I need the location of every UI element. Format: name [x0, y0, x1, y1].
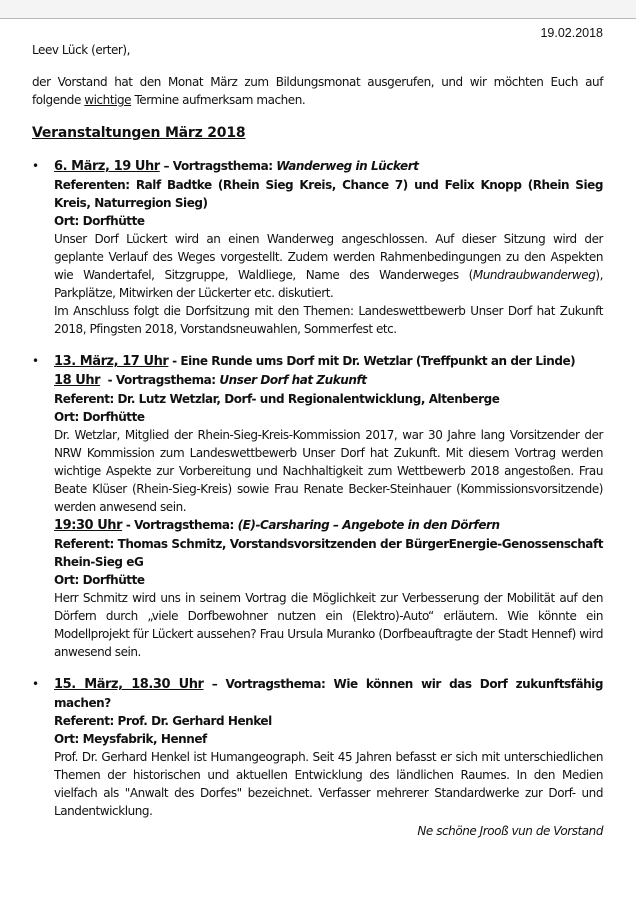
- event-speaker: Referent: Prof. Dr. Gerhard Henkel: [54, 714, 272, 728]
- dash: –: [159, 159, 173, 173]
- event-speakers: Referenten: Ralf Badtke (Rhein Sieg Kreis, Chance 7) und Felix Knopp (Rhein Sieg Kreis, Naturregion Sieg): [54, 178, 603, 210]
- event-description: Prof. Dr. Gerhard Henkel ist Humangeograph. Seit 45 Jahren befasst er sich mit unterschiedlichen Themen der historischen und aktuellen Entwicklung des ländlichen Raumes. In den Medien vielfach als "Anwalt des Dorfes" bezeichnet. Verfasser mehrerer Standardwerke zur Dorf- und Landentwicklung.: [54, 750, 603, 818]
- event-description: [54, 230, 603, 302]
- event-topic: Vortragsthema: Wie können wir das Dorf zukunftsfähig machen?: [54, 677, 603, 710]
- section-heading: Veranstaltungen März 2018: [32, 125, 246, 141]
- session-location: Ort: Dorfhütte: [54, 573, 145, 587]
- event-topic: Wanderweg in Lückert: [276, 159, 419, 173]
- session-description: Herr Schmitz wird uns in seinem Vortrag die Möglichkeit zur Verbesserung der Mobilität auf den Dörfern durch „viele Dorfbewohner nutzen ein (Elektro)-Auto“ erläutern. Wie könnte ein Modellprojekt für Lückert aussehen? Frau Ursula Muranko (Dorfbeauftragte der Stadt Hennef) wird anwesend sein.: [54, 591, 603, 659]
- event-3: [32, 675, 603, 820]
- session-topic: (E)-Carsharing – Angebote in den Dörfern: [237, 518, 500, 532]
- description-text: ), Parkplätze, Mitwirken der Lückerter etc. diskutiert.: [54, 268, 603, 300]
- session-topic: Unser Dorf hat Zukunft: [219, 373, 367, 387]
- event-title: Eine Runde ums Dorf mit Dr. Wetzlar (Treffpunkt an der Linde): [180, 354, 576, 368]
- event-location: Ort: Meysfabrik, Hennef: [54, 732, 207, 746]
- dash: -: [168, 354, 181, 368]
- dash: –: [203, 677, 226, 691]
- session-location: Ort: Dorfhütte: [54, 410, 145, 424]
- bullet-icon: •: [32, 159, 39, 173]
- event-date: 15. März, 18.30 Uhr: [54, 677, 204, 692]
- bullet-icon: •: [32, 354, 39, 368]
- intro-paragraph: [32, 73, 603, 109]
- event-date: 6. März, 19 Uhr: [54, 159, 160, 174]
- session-time: 18 Uhr: [54, 373, 101, 388]
- event-date: 13. März, 17 Uhr: [54, 354, 169, 369]
- intro-underlined-word: wichtige: [84, 93, 132, 107]
- session-description: Dr. Wetzlar, Mitglied der Rhein-Sieg-Kreis-Kommission 2017, war 30 Jahre lang Vorsitzender der NRW Kommission zum Landeswettbewerb Unser Dorf hat Zukunft. Mit diesem Vortrag werden wichtige Aspekte zur Vorbereitung und Nachhaltigkeit zum Wettbewerb 2018 angestoßen. Frau Beate Klüser (Rhein-Sieg-Kreis) sowie Frau Renate Becker-Steinhauer (Kommissionsvorsitzende) werden anwesend sein.: [54, 428, 603, 514]
- description-italic: Mundraubwanderweg: [472, 268, 596, 282]
- topic-label: Vortragsthema:: [172, 159, 277, 173]
- topic-label: Vortragsthema:: [115, 373, 220, 387]
- session-speaker: Referent: Dr. Lutz Wetzlar, Dorf- und Regionalentwicklung, Altenberge: [54, 392, 500, 406]
- dash: -: [100, 373, 116, 387]
- topic-label: Vortragsthema:: [134, 518, 238, 532]
- event-followup: Im Anschluss folgt die Dorfsitzung mit den Themen: Landeswettbewerb Unser Dorf hat Zukunft 2018, Pfingsten 2018, Vorstandsneuwahlen, Sommerfest etc.: [54, 304, 603, 336]
- letter-date: 19.02.2018: [540, 26, 603, 40]
- description-text: Unser Dorf Lückert wird an einen Wanderweg angeschlossen. Auf dieser Sitzung wird der geplante Verlauf des Weges vorgestellt. Zudem werden Rahmenbedingungen zu den Aspekten wie Wandertafel, Sitzgruppe, Waldliege, Name des Wanderweges (: [54, 232, 603, 282]
- intro-text-end: Termine aufmerksam machen.: [131, 93, 306, 107]
- salutation: Leev Lück (erter),: [32, 43, 131, 57]
- viewer-top-bar: [0, 0, 636, 19]
- event-1: [32, 157, 603, 338]
- intro-text-start: der Vorstand hat den Monat März zum Bildungsmonat ausgerufen, und wir möchten Euch auf folgende: [32, 75, 603, 107]
- session-time: 19:30 Uhr: [54, 518, 123, 533]
- bullet-icon: •: [32, 677, 39, 691]
- letter-page: [0, 19, 636, 860]
- event-location: Ort: Dorfhütte: [54, 214, 145, 228]
- dash: -: [122, 518, 135, 532]
- session-speaker: Referent: Thomas Schmitz, Vorstandsvorsitzenden der BürgerEnergie-Genossenschaft Rhein-Sieg eG: [54, 537, 603, 569]
- signature: Ne schöne Jrooß vun de Vorstand: [417, 824, 603, 838]
- event-2: [32, 352, 603, 661]
